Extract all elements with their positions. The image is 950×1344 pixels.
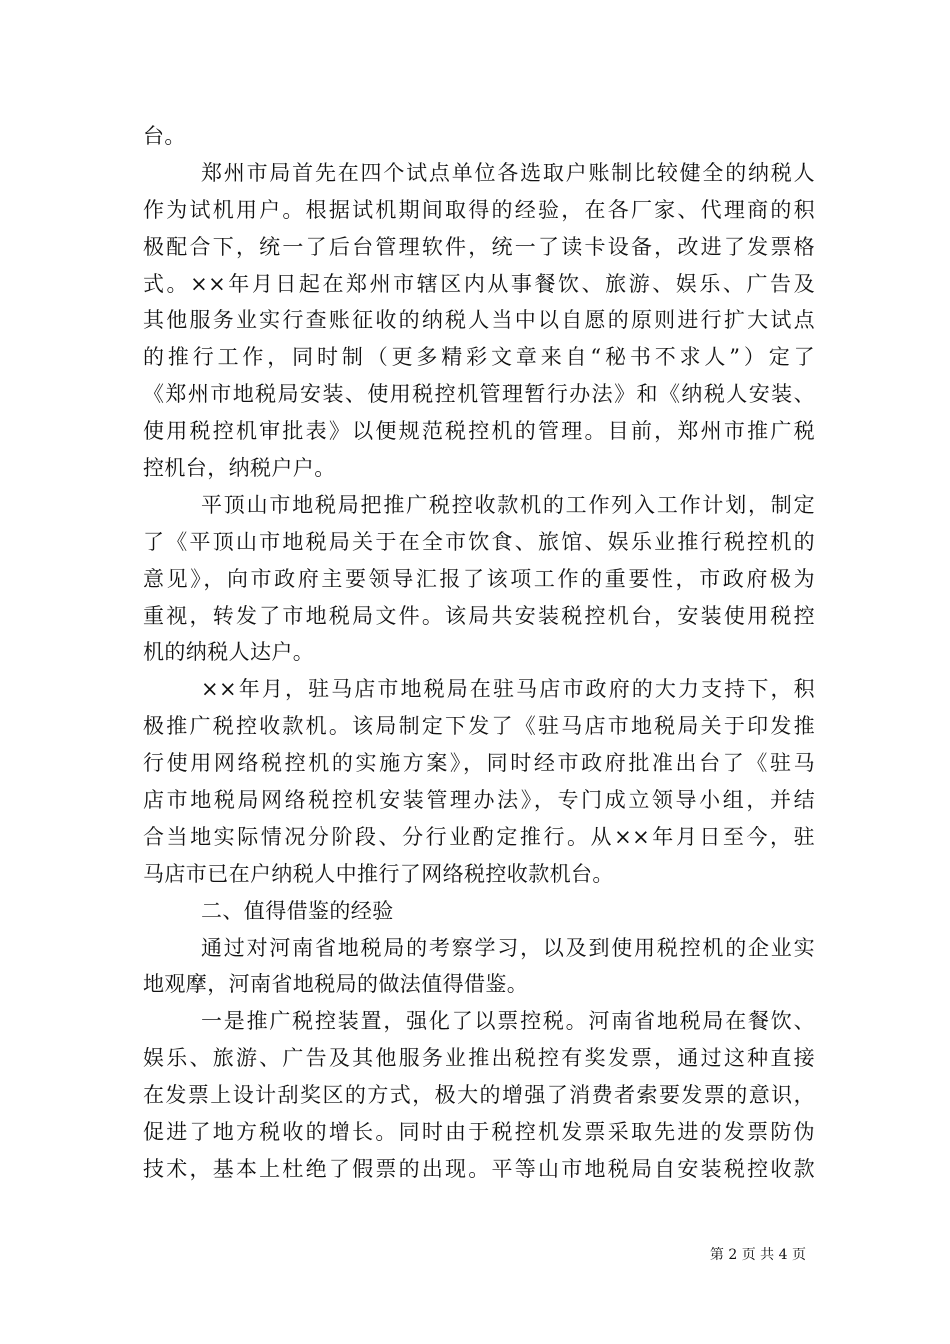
document-body — [143, 118, 815, 1188]
text-line: 合当地实际情况分阶段、分行业酌定推行。从××年月日至今，驻 — [143, 824, 815, 849]
text-line: 控机台，纳税户户。 — [143, 456, 336, 481]
text-line: 行使用网络税控机的实施方案》，同时经市政府批准出台了《驻马 — [143, 751, 815, 776]
text-line: 马店市已在户纳税人中推行了网络税控收款机台。 — [143, 861, 614, 886]
text-line: 一是推广税控装置，强化了以票控税。河南省地税局在餐饮、 — [201, 1009, 815, 1034]
text-line: 平顶山市地税局把推广税控收款机的工作列入工作计划，制定 — [201, 492, 815, 517]
text-line: 地观摩，河南省地税局的做法值得借鉴。 — [143, 972, 529, 997]
text-line: 《郑州市地税局安装、使用税控机管理暂行办法》和《纳税人安装、 — [143, 382, 815, 407]
text-line: 使用税控机审批表》以便规范税控机的管理。目前，郑州市推广税 — [143, 419, 815, 444]
text-line: 娱乐、旅游、广告及其他服务业推出税控有奖发票，通过这种直接 — [143, 1046, 815, 1071]
text-line: 其他服务业实行查账征收的纳税人当中以自愿的原则进行扩大试点 — [143, 308, 815, 333]
text-line: 技术，基本上杜绝了假票的出现。平等山市地税局自安装税控收款 — [143, 1156, 815, 1181]
page-footer: 第 2 页 共 4 页 — [709, 1247, 806, 1263]
text-line: ××年月，驻马店市地税局在驻马店市政府的大力支持下，积 — [201, 677, 815, 702]
text-line: 在发票上设计刮奖区的方式，极大的增强了消费者索要发票的意识， — [143, 1083, 815, 1108]
text-line: 的推行工作，同时制（更多精彩文章来自“秘书不求人”）定了 — [143, 345, 815, 370]
text-line: 式。××年月日起在郑州市辖区内从事餐饮、旅游、娱乐、广告及 — [143, 271, 815, 296]
text-line: 店市地税局网络税控机安装管理办法》，专门成立领导小组，并结 — [143, 788, 815, 813]
text-line: 通过对河南省地税局的考察学习，以及到使用税控机的企业实 — [201, 935, 815, 960]
text-line: 意见》，向市政府主要领导汇报了该项工作的重要性，市政府极为 — [143, 566, 815, 591]
text-line: 重视，转发了市地税局文件。该局共安装税控机台，安装使用税控 — [143, 603, 815, 628]
text-line: 促进了地方税收的增长。同时由于税控机发票采取先进的发票防伪 — [143, 1120, 815, 1145]
text-line: 郑州市局首先在四个试点单位各选取户账制比较健全的纳税人 — [201, 160, 815, 185]
text-line: 了《平顶山市地税局关于在全市饮食、旅馆、娱乐业推行税控机的 — [143, 529, 815, 554]
text-line: 极推广税控收款机。该局制定下发了《驻马店市地税局关于印发推 — [143, 714, 815, 739]
text-line: 极配合下，统一了后台管理软件，统一了读卡设备，改进了发票格 — [143, 234, 815, 259]
text-line: 二、值得借鉴的经验 — [201, 898, 394, 923]
text-line: 作为试机用户。根据试机期间取得的经验，在各厂家、代理商的积 — [143, 197, 815, 222]
text-line: 台。 — [143, 124, 186, 148]
text-line: 机的纳税人达户。 — [143, 640, 315, 665]
